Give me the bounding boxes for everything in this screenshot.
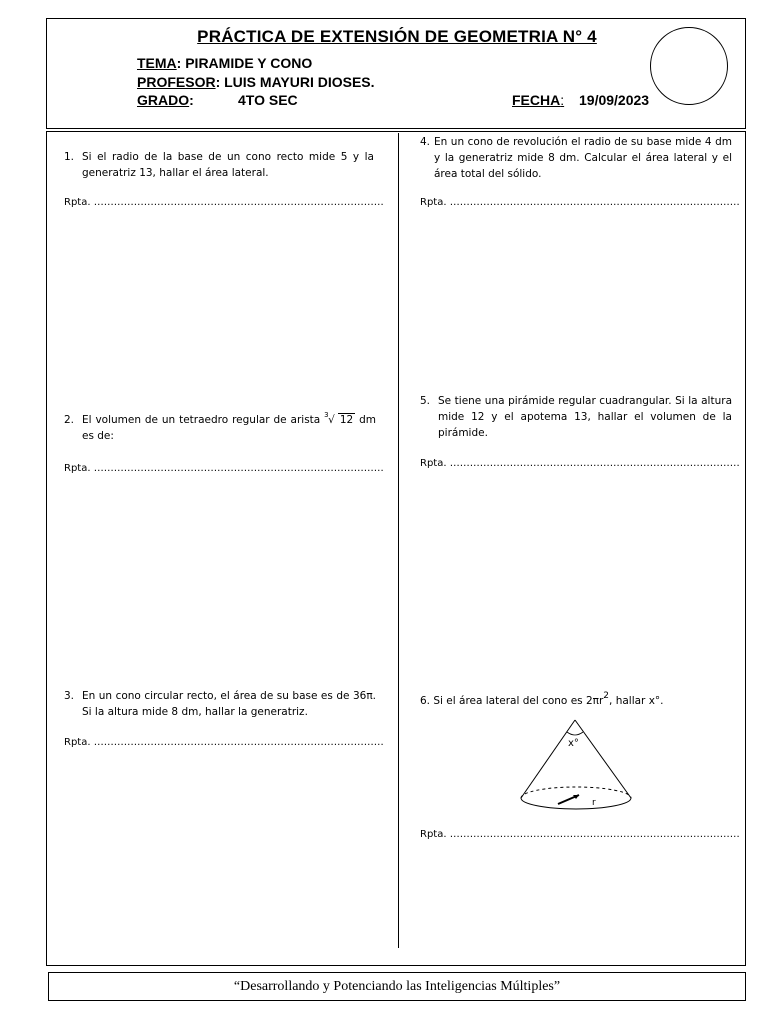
question-text: Se tiene una pirámide regular cuadrangular. Si la altura mide 12 y el apotema 13, hallar el volumen de la pirámide. [438, 395, 732, 439]
question-number: 6. [420, 695, 431, 707]
question-number: 1. [64, 151, 75, 163]
question-5 [420, 393, 732, 441]
grado-value: 4TO SEC [238, 92, 298, 108]
tema-line [137, 55, 312, 71]
column-divider [398, 133, 399, 948]
profesor-line [137, 74, 375, 90]
fecha-line [512, 92, 564, 108]
grado-line [137, 92, 194, 108]
answer-line-4[interactable]: Rpta. …………………………………………………………………………… [420, 197, 740, 208]
footer-motto: “Desarrollando y Potenciando las Inteligencias Múltiples” [48, 972, 746, 1001]
question-number: 4. [420, 136, 431, 148]
answer-line-6[interactable]: Rpta. …………………………………………………………………………… [420, 829, 740, 840]
profesor-label: PROFESOR [137, 74, 216, 90]
tema-value: : PIRAMIDE Y CONO [176, 55, 313, 71]
answer-line-2[interactable]: Rpta. …………………………………………………………………………… [64, 463, 384, 474]
fecha-value: 19/09/2023 [579, 92, 650, 108]
angle-label: x° [568, 738, 579, 749]
answer-line-3[interactable]: Rpta. …………………………………………………………………………… [64, 737, 384, 748]
answer-line-5[interactable]: Rpta. …………………………………………………………………………… [420, 458, 740, 469]
cube-root-expression: 3 √ 12 [324, 411, 354, 426]
header-box [46, 18, 746, 129]
question-text: El volumen de un tetraedro regular de arista 3 √ 12 dm es de: [82, 411, 377, 442]
radius-label: r [592, 798, 596, 808]
question-1 [64, 149, 374, 181]
profesor-value: : LUIS MAYURI DIOSES. [215, 74, 375, 90]
tema-label: TEMA [137, 55, 177, 71]
question-number: 3. [64, 690, 75, 702]
question-number: 5. [420, 395, 431, 407]
grado-label: GRADO [137, 92, 190, 108]
question-text: En un cono circular recto, el área de su base es de 36π. Si la altura mide 8 dm, hallar la generatriz. [82, 690, 376, 718]
question-3 [64, 688, 376, 720]
answer-line-1[interactable]: Rpta. …………………………………………………………………………… [64, 197, 384, 208]
question-6 [420, 688, 732, 709]
question-text: Si el área lateral del cono es $2\pi r^2$, hallar x°. [433, 691, 664, 707]
questions-frame [46, 131, 746, 966]
question-text: En un cono de revolución el radio de su base mide 4 dm y la generatriz mide 8 dm. Calcular el área lateral y el área total del sólido. [434, 136, 732, 180]
worksheet-title: PRÁCTICA DE EXTENSIÓN DE GEOMETRIA N° 4 [197, 27, 597, 46]
fecha-label: FECHA [512, 92, 561, 108]
question-2 [64, 412, 376, 444]
question-number: 2. [64, 414, 75, 426]
cone-figure [510, 715, 640, 815]
grade-circle [650, 27, 728, 105]
question-4 [420, 134, 732, 182]
question-text: Si el radio de la base de un cono recto mide 5 y la generatriz 13, hallar el área lateral. [82, 151, 374, 179]
grado-sep: : [189, 92, 194, 108]
fecha-sep: : [560, 92, 565, 108]
